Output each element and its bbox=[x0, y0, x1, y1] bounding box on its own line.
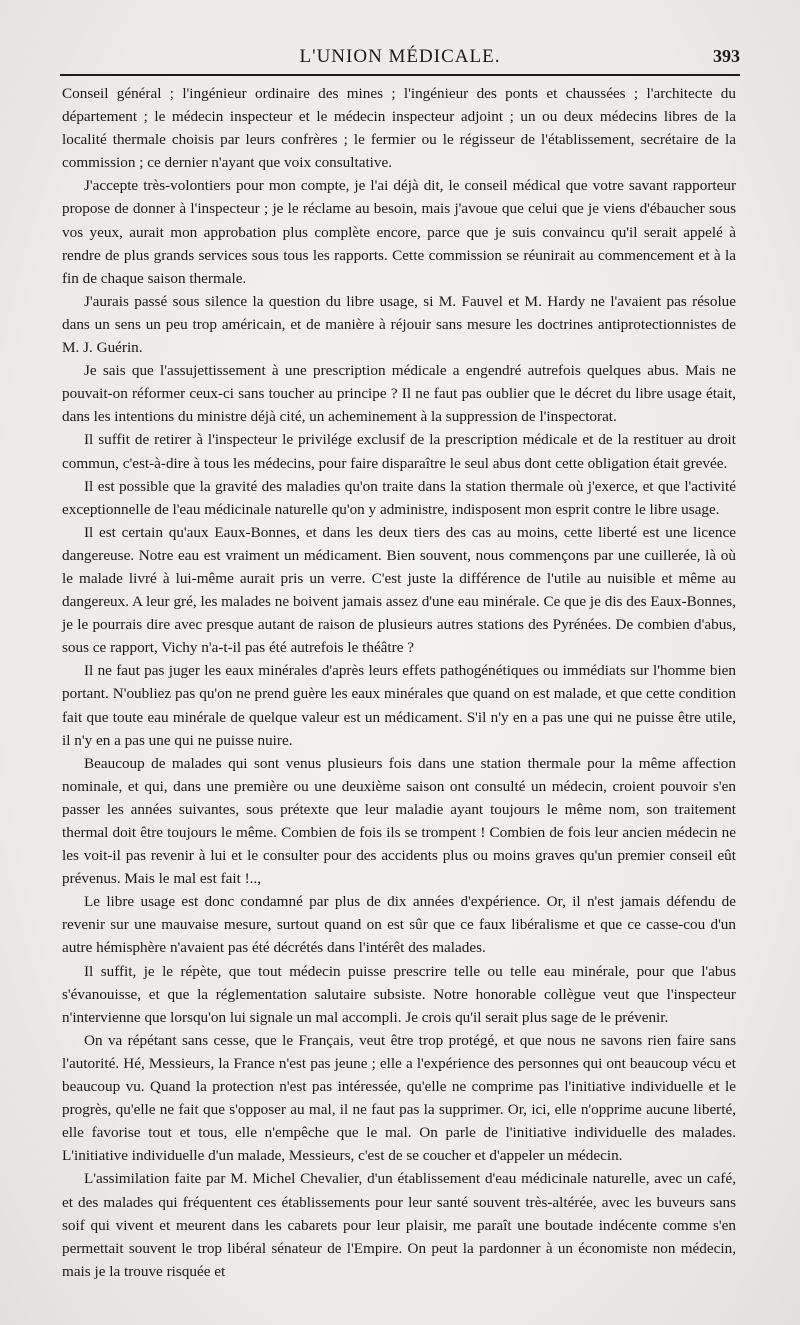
paragraph: Il suffit de retirer à l'inspecteur le privilége exclusif de la prescription médicale et de la restituer au droit commun, c'est-à-dire à tous les médecins, pour faire disparaître le seul abus dont cette obligation était grevée. bbox=[62, 431, 736, 472]
header-rule bbox=[60, 74, 740, 76]
running-head bbox=[60, 42, 740, 72]
paragraph: J'aurais passé sous silence la question du libre usage, si M. Fauvel et M. Hardy ne l'avaient pas résolue dans un sens un peu trop américain, et de manière à réjouir sans mesure les doctrines antiprotectionnistes de M. J. Guérin. bbox=[62, 292, 736, 357]
paragraph: Je sais que l'assujettissement à une prescription médicale a engendré autrefois quelques abus. Mais ne pouvait-on réformer ceux-ci sans toucher au principe ? Il ne faut pas oublier que le décret du libre usage était, dans les intentions du ministre déjà cité, un acheminement à la suppression de l'inspectorat. bbox=[62, 362, 736, 426]
running-title: L'UNION MÉDICALE. bbox=[299, 46, 501, 67]
paragraph: J'accepte très-volontiers pour mon compte, je l'ai déjà dit, le conseil médical que votre savant rapporteur propose de donner à l'inspecteur ; je le réclame au besoin, mais j'avoue que celui que je viens d'ébaucher sous vos yeux, aurait mon approbation plus complète encore, parce que je suis convaincu qu'il serait appelé à rendre de plus grands services sous tous les rapports. Cette commission se réunirait au commencement et à la fin de chaque saison thermale. bbox=[62, 177, 736, 287]
paragraph: Il suffit, je le répète, que tout médecin puisse prescrire telle ou telle eau minérale, pour que l'abus s'évanouisse, et que la réglementation salutaire subsiste. Notre honorable collègue veut que l'inspecteur n'intervienne que lorsqu'on lui signale un mal accompli. Je crois qu'il serait plus sage de le prévenir. bbox=[62, 962, 736, 1026]
paragraph: Conseil général ; l'ingénieur ordinaire des mines ; l'ingénieur des ponts et chaussées ; l'architecte du département ; le médecin inspecteur et le médecin inspecteur adjoint ; un ou deux médecins libres de la localité thermale choisis par leurs confrères ; le fermier ou le régisseur de l'établissement, secrétaire de la commission ; ce dernier n'ayant que voix consultative. bbox=[62, 85, 736, 172]
paragraph: Il ne faut pas juger les eaux minérales d'après leurs effets pathogénétiques ou immédiats sur l'homme bien portant. N'oubliez pas qu'on ne prend guère les eaux minérales que quand on est malade, et que cette condition fait que toute eau minérale de quelque valeur est un médicament. S'il n'y en a pas une qui ne puisse être utile, il n'y en a pas une qui ne puisse nuire. bbox=[62, 662, 736, 749]
body-text bbox=[62, 82, 736, 1283]
paragraph: Il est possible que la gravité des maladies qu'on traite dans la station thermale où j'exerce, et que l'activité exceptionnelle de l'eau médicinale naturelle qu'on y administre, indisposent mon esprit contre le libre usage. bbox=[62, 477, 736, 518]
paragraph: Il est certain qu'aux Eaux-Bonnes, et dans les deux tiers des cas au moins, cette liberté est une licence dangereuse. Notre eau est vraiment un médicament. Bien souvent, nous commençons par une cuillerée, là où le malade livré à lui-même aurait pris un verre. C'est juste la différence de l'utile au nuisible et même au dangereux. A leur gré, les malades ne boivent jamais assez d'une eau minérale. Ce que je dis des Eaux-Bonnes, je le pourrais dire avec presque autant de raison de plusieurs autres stations des Pyrénées. De combien d'abus, sous ce rapport, Vichy n'a-t-il pas été autrefois le théâtre ? bbox=[62, 523, 736, 657]
paragraph: On va répétant sans cesse, que le Français, veut être trop protégé, et que nous ne savons rien faire sans l'autorité. Hé, Messieurs, la France n'est pas jeune ; elle a l'expérience des personnes qui ont beaucoup vécu et beaucoup vu. Quand la protection n'est pas intéressée, qu'elle ne comprime pas l'initiative individuelle et le progrès, qu'elle ne fait que s'opposer au mal, il ne faut pas la supprimer. Or, ici, elle n'opprime aucune liberté, elle favorise tout et tous, elle n'empêche que le mal. On parle de l'initiative individuelle des malades. L'initiative individuelle d'un malade, Messieurs, c'est de se coucher et d'appeler un médecin. bbox=[62, 1031, 736, 1165]
paragraph: L'assimilation faite par M. Michel Chevalier, d'un établissement d'eau médicinale naturelle, avec un café, et des malades qui fréquentent ces établissements pour leur santé souvent très-altérée, avec les buveurs sans soif qui vivent et meurent dans les cabarets pour leur plaisir, me paraît une boutade indécente comme s'en permettait souvent le trop libéral sénateur de l'Empire. On peut la pardonner à un économiste non médecin, mais je la trouve risquée et bbox=[62, 1170, 736, 1280]
page-number: 393 bbox=[713, 46, 740, 66]
paragraph: Le libre usage est donc condamné par plus de dix années d'expérience. Or, il n'est jamais défendu de revenir sur une mauvaise mesure, surtout quand on est sûr que ce faux libéralisme et que ce casse-cou d'un autre hémisphère n'avaient pas été décrétés dans l'intérêt des malades. bbox=[62, 893, 736, 957]
paragraph: Beaucoup de malades qui sont venus plusieurs fois dans une station thermale pour la même affection nominale, et qui, dans une première ou une deuxième saison ont consulté un médecin, croient pouvoir s'en passer les années suivantes, sous prétexte que leur maladie ayant toujours le même nom, son traitement thermal doit être toujours le même. Combien de fois ils se trompent ! Combien de fois leur ancien médecin ne les voit-il pas revenir à lui et le consulter pour des accidents plus ou moins graves qu'un premier conseil eût prévenus. Mais le mal est fait !.., bbox=[62, 754, 736, 888]
